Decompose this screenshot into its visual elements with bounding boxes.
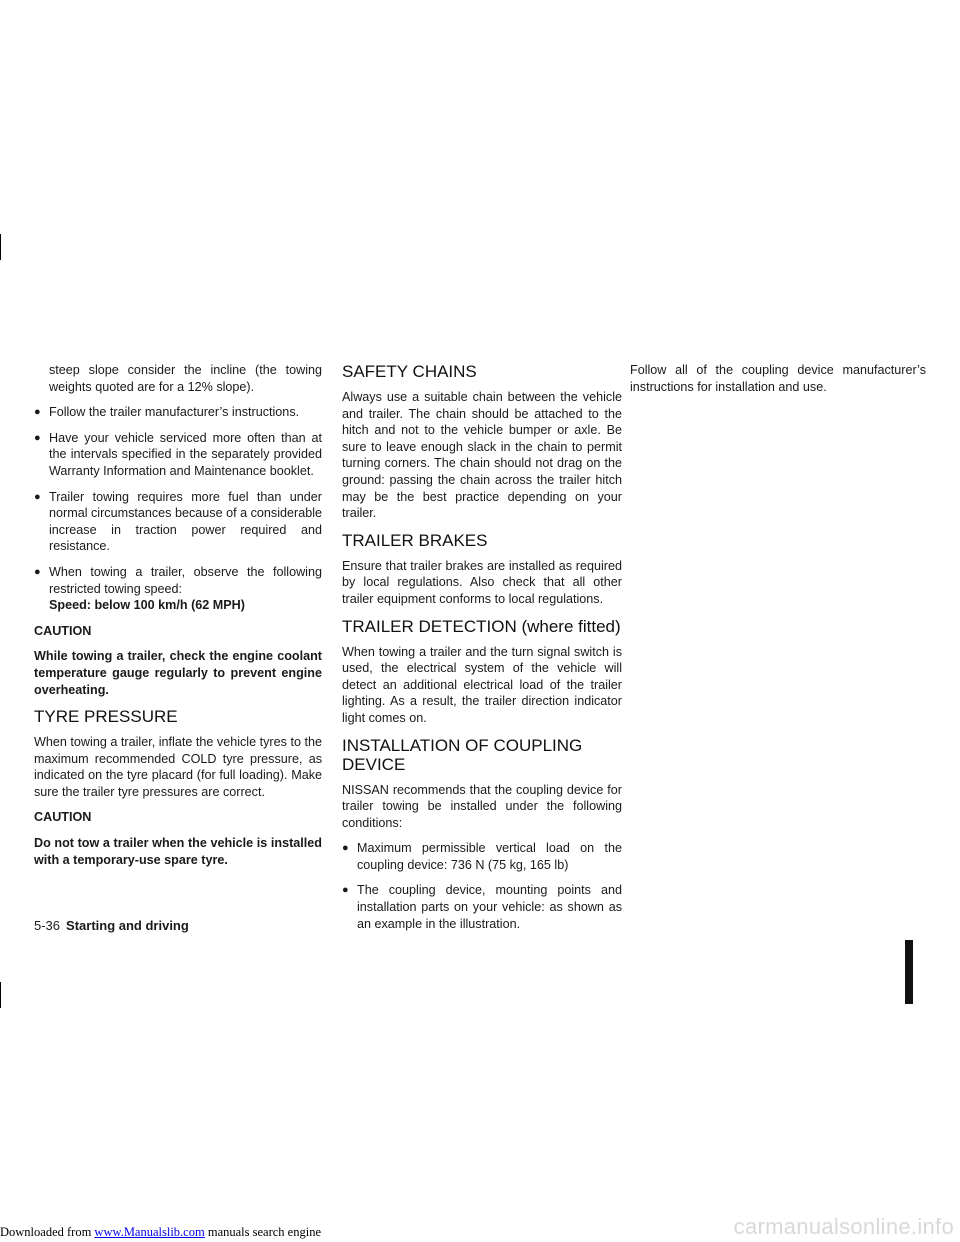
caution-label: CAUTION xyxy=(34,810,92,825)
section-heading-trailer-brakes: TRAILER BRAKES xyxy=(342,530,488,550)
crop-mark-bottom-left xyxy=(0,982,1,1008)
speed-intro: When towing a trailer, observe the following restricted towing speed: xyxy=(49,564,322,596)
bullet-item: ● Maximum permissible vertical load on the coupling device: 736 N (75 kg, 165 lb) xyxy=(342,841,622,872)
speed-limit: Speed: below 100 km/h (62 MPH) xyxy=(49,598,245,613)
continued-text: steep slope consider the incline (the towing weights quoted are for a 12% slope). xyxy=(49,363,322,394)
column-left xyxy=(34,362,322,877)
caution-text: While towing a trailer, check the engine coolant temperature gauge regularly to prevent engine overheating. xyxy=(34,649,322,697)
trailer-brakes-text: Ensure that trailer brakes are installed as required by local regulations. Also check that all other trailer equipment conforms to local regulations. xyxy=(342,558,622,606)
bullet-item: ● Follow the trailer manufacturer’s instructions. xyxy=(34,405,300,420)
section-heading-safety-chains: SAFETY CHAINS xyxy=(342,362,477,381)
section-title: Starting and driving xyxy=(66,918,189,933)
manualslib-link[interactable]: www.Manualslib.com xyxy=(94,1225,205,1239)
caution-text: Do not tow a trailer when the vehicle is installed with a temporary-use spare tyre. xyxy=(34,836,322,867)
coupling-device-text: NISSAN recommends that the coupling device for trailer towing be installed under the following conditions: xyxy=(342,782,622,830)
trailer-detection-text: When towing a trailer and the turn signal switch is used, the electrical system of the vehicle will detect an additional electrical load of the trailer lighting. As a result, the trailer direction indicator light comes on. xyxy=(342,644,622,725)
banner-prefix: Downloaded from xyxy=(0,1225,95,1239)
column-middle xyxy=(342,362,622,941)
site-watermark: carmanualsonline.info xyxy=(733,1214,954,1239)
section-heading-tyre-pressure: TYRE PRESSURE xyxy=(34,707,178,727)
bullet-icon: ● xyxy=(34,490,41,503)
caution-label: CAUTION xyxy=(34,623,92,638)
bullet-item: ● Trailer towing requires more fuel than under normal circumstances because of a considerable increase in traction power required and resistance. xyxy=(34,489,323,554)
bullet-item: ● Have your vehicle serviced more often than at the intervals specified in the separately provided Warranty Information and Maintenance booklet. xyxy=(34,430,322,478)
banner-suffix: manuals search engine xyxy=(204,1225,321,1239)
page-number: 5-36 xyxy=(34,918,61,933)
bullet-icon: ● xyxy=(34,406,41,419)
bullet-icon: ● xyxy=(34,565,41,578)
section-heading-coupling-device: INSTALLATION OF COUPLING DEVICE xyxy=(342,735,583,774)
bullet-icon: ● xyxy=(342,842,349,855)
bullet-icon: ● xyxy=(34,431,41,444)
page-footer xyxy=(34,918,189,933)
tyre-pressure-text: When towing a trailer, inflate the vehicle tyres to the maximum recommended COLD tyre pressure, as indicated on the tyre placard (for full loading). Make sure the trailer tyre pressures are correct. xyxy=(34,735,322,799)
bullet-item: ● The coupling device, mounting points and installation parts on your vehicle: as shown as an example in the illustration. xyxy=(342,883,622,931)
crop-mark-top-left xyxy=(0,234,1,260)
bullet-item-speed xyxy=(34,564,322,614)
section-heading-trailer-detection: TRAILER DETECTION (where fitted) xyxy=(342,616,621,636)
column-right xyxy=(630,362,926,404)
safety-chains-text: Always use a suitable chain between the vehicle and trailer. The chain should be attached to the hitch and not to the vehicle bumper or axle. Be sure to leave enough slack in the chain to permit turning corners. The chain should not drag on the ground: passing the chain across the trailer hitch may be the best practice depending on your trailer. xyxy=(342,390,622,521)
bullet-icon: ● xyxy=(342,884,349,897)
chapter-thumb-tab xyxy=(905,940,913,1004)
coupling-instructions-text: Follow all of the coupling device manufacturer’s instructions for installation and use. xyxy=(630,363,926,394)
